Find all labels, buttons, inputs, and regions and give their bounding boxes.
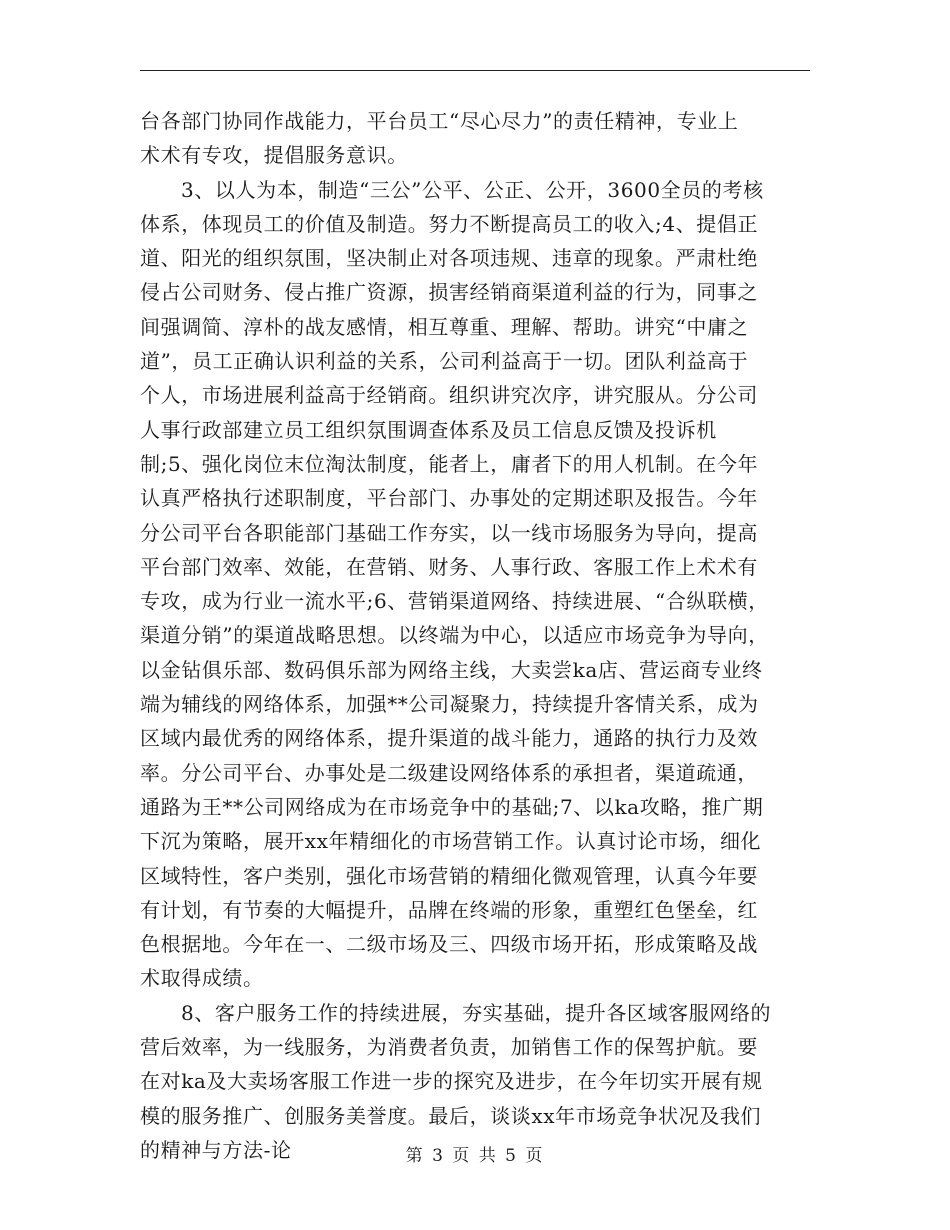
text-line-11: 制;5、强化岗位末位淘汰制度，能者上，庸者下的用人机制。在今年 — [140, 451, 759, 476]
text-line-7: 间强调简、淳朴的战友感情，相互尊重、理解、帮助。讲究“中庸之 — [140, 314, 749, 339]
text-line-16: 渠道分销”的渠道战略思想。以终端为中心，以适应市场竞争为导向， — [140, 623, 769, 648]
text-line-3: 3、以人为本，制造“三公”公平、公正、公开，3600全员的考核 — [181, 177, 764, 202]
text-line-18: 端为辅线的网络体系，加强**公司凝聚力，持续提升客情关系，成为 — [140, 692, 759, 717]
text-line-30: 模的服务推广、创服务美誉度。最后，谈谈xx年市场竞争状况及我们 — [140, 1103, 762, 1128]
text-line-17: 以金钻俱乐部、数码俱乐部为网络主线，大卖尝ka店、营运商专业终 — [140, 657, 763, 682]
text-line-8: 道”，员工正确认识利益的关系，公司利益高于一切。团队利益高于 — [140, 349, 749, 374]
text-line-20: 率。分公司平台、办事处是二级建设网络体系的承担者，渠道疏通， — [140, 760, 758, 785]
text-line-14: 平台部门效率、效能，在营销、财务、人事行政、客服工作上术术有 — [140, 554, 758, 579]
text-line-1: 台各部门协同作战能力，平台员工“尽心尽力”的责任精神，专业上 — [140, 109, 739, 133]
text-line-29: 在对ka及大卖场客服工作进一步的探究及进步，在今年切实开展有规 — [140, 1069, 763, 1094]
text-line-31: 的精神与方法-论 — [140, 1137, 292, 1162]
text-line-13: 分公司平台各职能部门基础工作夯实，以一线市场服务为导向，提高 — [140, 520, 758, 545]
text-line-27: 8、客户服务工作的持续进展，夯实基础，提升各区域客服网络的 — [181, 1000, 772, 1025]
text-line-9: 个人，市场进展利益高于经销商。组织讲究次序，讲究服从。分公司 — [140, 383, 758, 408]
text-line-10: 人事行政部建立员工组织氛围调查体系及员工信息反馈及投诉机 — [140, 417, 717, 442]
text-line-21: 通路为王**公司网络成为在市场竞争中的基础;7、以ka攻略，推广期 — [140, 794, 764, 819]
text-line-22: 下沉为策略，展开xx年精细化的市场营销工作。认真讨论市场，细化 — [140, 829, 762, 854]
text-line-2: 术术有专攻，提倡服务意识。 — [140, 143, 408, 168]
text-line-12: 认真严格执行述职制度，平台部门、办事处的定期述职及报告。今年 — [140, 486, 758, 511]
text-line-24: 有计划，有节奏的大幅提升，品牌在终端的形象，重塑红色堡垒，红 — [140, 897, 758, 922]
text-line-5: 道、阳光的组织氛围，坚决制止对各项违规、违章的现象。严肃杜绝 — [140, 246, 758, 271]
text-line-19: 区域内最优秀的网络体系，提升渠道的战斗能力，通路的执行力及效 — [140, 726, 758, 751]
page-number-footer: 第 3 页 共 5 页 — [405, 1146, 545, 1166]
header-rule — [140, 70, 810, 71]
text-line-26: 术取得成绩。 — [140, 966, 264, 991]
text-line-4: 体系，体现员工的价值及制造。努力不断提高员工的收入;4、提倡正 — [140, 211, 759, 236]
text-line-6: 侵占公司财务、侵占推广资源，损害经销商渠道利益的行为，同事之 — [140, 280, 758, 305]
text-line-25: 色根据地。今年在一、二级市场及三、四级市场开拓，形成策略及战 — [140, 932, 758, 957]
text-line-28: 营后效率，为一线服务，为消费者负责，加销售工作的保驾护航。要 — [140, 1035, 758, 1060]
text-line-23: 区域特性，客户类别，强化市场营销的精细化微观管理，认真今年要 — [140, 863, 758, 888]
document-body — [140, 104, 808, 1167]
text-line-15: 专攻，成为行业一流水平;6、营销渠道网络、持续进展、“合纵联横， — [140, 589, 769, 614]
